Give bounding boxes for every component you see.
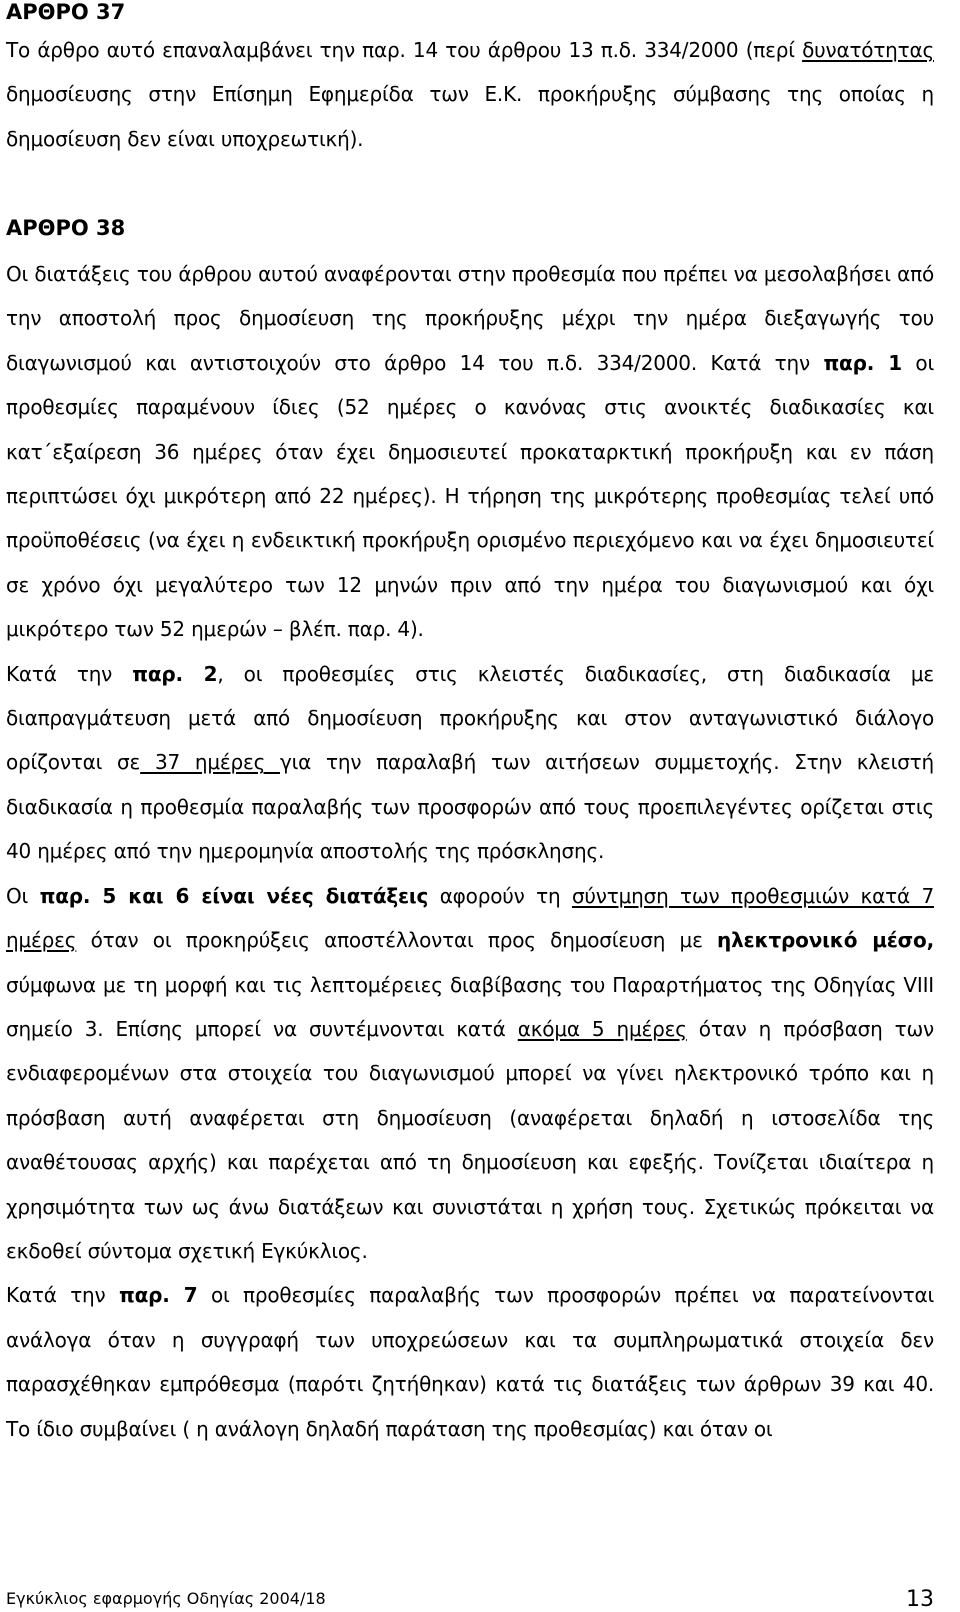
- article-38-paragraph-4: Κατά την παρ. 7 οι προθεσμίες παραλαβής των προσφορών πρέπει να παρατείνονται ανάλογα όταν η συγγραφή των υποχρεώσεων και τα συμπληρωματικά στοιχεία δεν παρασχέθηκαν εμπρόθεσμα (παρότι ζητήθηκαν) κατά τις διατάξεις των άρθρων 39 και 40. Το ίδιο συμβαίνει ( η ανάλογη δηλαδή παράταση της προθεσμίας) και όταν οι: [6, 1283, 935, 1441]
- article-37: [6, 0, 934, 161]
- article-38-paragraph-1: Οι διατάξεις του άρθρου αυτού αναφέρονται στην προθεσμία που πρέπει να μεσολαβήσει από την αποστολή προς δημοσίευση της προκήρυξης μέχρι την ημέρα διεξαγωγής του διαγωνισμού και αντιστοιχούν στο άρθρο 14 του π.δ. 334/2000. Κατά την παρ. 1 οι προθεσμίες παραμένουν ίδιες (52 ημέρες ο κανόνας στις ανοικτές διαδικασίες και κατ΄εξαίρεση 36 ημέρες όταν έχει δημοσιευτεί προκαταρκτική προκήρυξη και εν πάση περιπτώσει όχι μικρότερη από 22 ημέρες). Η τήρηση της μικρότερης προθεσμίας τελεί υπό προϋποθέσεις (να έχει η ενδεικτική προκήρυξη ορισμένο περιεχόμενο και να έχει δημοσιευτεί σε χρόνο όχι μεγαλύτερο των 12 μηνών πριν από την ημέρα του διαγωνισμού και όχι μικρότερο των 52 ημερών – βλέπ. παρ. 4).: [6, 262, 935, 642]
- underlined-text: ακόμα 5 ημέρες: [517, 1016, 687, 1041]
- article-38-heading: ΑΡΘΡΟ 38: [6, 216, 126, 240]
- footer-document-title: Εγκύκλιος εφαρμογής Οδηγίας 2004/18: [6, 1589, 326, 1608]
- footer-divider: [6, 1580, 934, 1581]
- underlined-text: δυνατότητας: [802, 38, 934, 62]
- article-37-paragraph: Το άρθρο αυτό επαναλαμβάνει την παρ. 14 του άρθρου 13 π.δ. 334/2000 (περί δυνατότητας δημοσίευσης στην Επίσημη Εφημερίδα των Ε.Κ. προκήρυξης σύμβασης της οποίας η δημοσίευση δεν είναι υποχρεωτική).: [6, 38, 934, 151]
- bold-text: παρ. 2: [132, 661, 218, 686]
- underlined-text: 37 ημέρες: [140, 750, 280, 775]
- bold-text: παρ. 7: [118, 1283, 198, 1308]
- page-number: 13: [906, 1587, 934, 1612]
- underlined-text: σύντμηση των προθεσμιών κατά 7 ημέρες: [6, 883, 934, 953]
- bold-text: παρ. 5 και 6 είναι νέες διατάξεις: [39, 883, 429, 908]
- article-37-heading: ΑΡΘΡΟ 37: [6, 0, 126, 24]
- page-footer: [6, 1580, 934, 1610]
- bold-text: παρ. 1: [823, 350, 902, 375]
- article-38-paragraph-2: Κατά την παρ. 2, οι προθεσμίες στις κλειστές διαδικασίες, στη διαδικασία με διαπραγμάτευση μετά από δημοσίευση προκήρυξης και στον ανταγωνιστικό διάλογο ορίζονται σε 37 ημέρες για την παραλαβή των αιτήσεων συμμετοχής. Στην κλειστή διαδικασία η προθεσμία παραλαβής των προσφορών από τους προεπιλεγέντες ορίζεται στις 40 ημέρες από την ημερομηνία αποστολής της πρόσκλησης.: [6, 661, 934, 864]
- bold-text: ηλεκτρονικό μέσο,: [717, 928, 934, 953]
- article-38-paragraph-3: Οι παρ. 5 και 6 είναι νέες διατάξεις αφορούν τη σύντμηση των προθεσμιών κατά 7 ημέρες όταν οι προκηρύξεις αποστέλλονται προς δημοσίευση με ηλεκτρονικό μέσο, σύμφωνα με τη μορφή και τις λεπτομέρειες διαβίβασης του Παραρτήματος της Οδηγίας VIII σημείο 3. Επίσης μπορεί να συντέμνονται κατά ακόμα 5 ημέρες όταν η πρόσβαση των ενδιαφερομένων στα στοιχεία του διαγωνισμού μπορεί να γίνει ηλεκτρονικό τρόπο και η πρόσβαση αυτή αναφέρεται στη δημοσίευση (αναφέρεται δηλαδή η ιστοσελίδα της αναθέτουσας αρχής) και παρέχεται από τη δημοσίευση και εφεξής. Τονίζεται ιδιαίτερα η χρησιμότητα των ως άνω διατάξεων και συνιστάται η χρήση τους. Σχετικώς πρόκειται να εκδοθεί σύντομα σχετική Εγκύκλιος.: [6, 883, 934, 1263]
- article-38: [6, 216, 934, 1451]
